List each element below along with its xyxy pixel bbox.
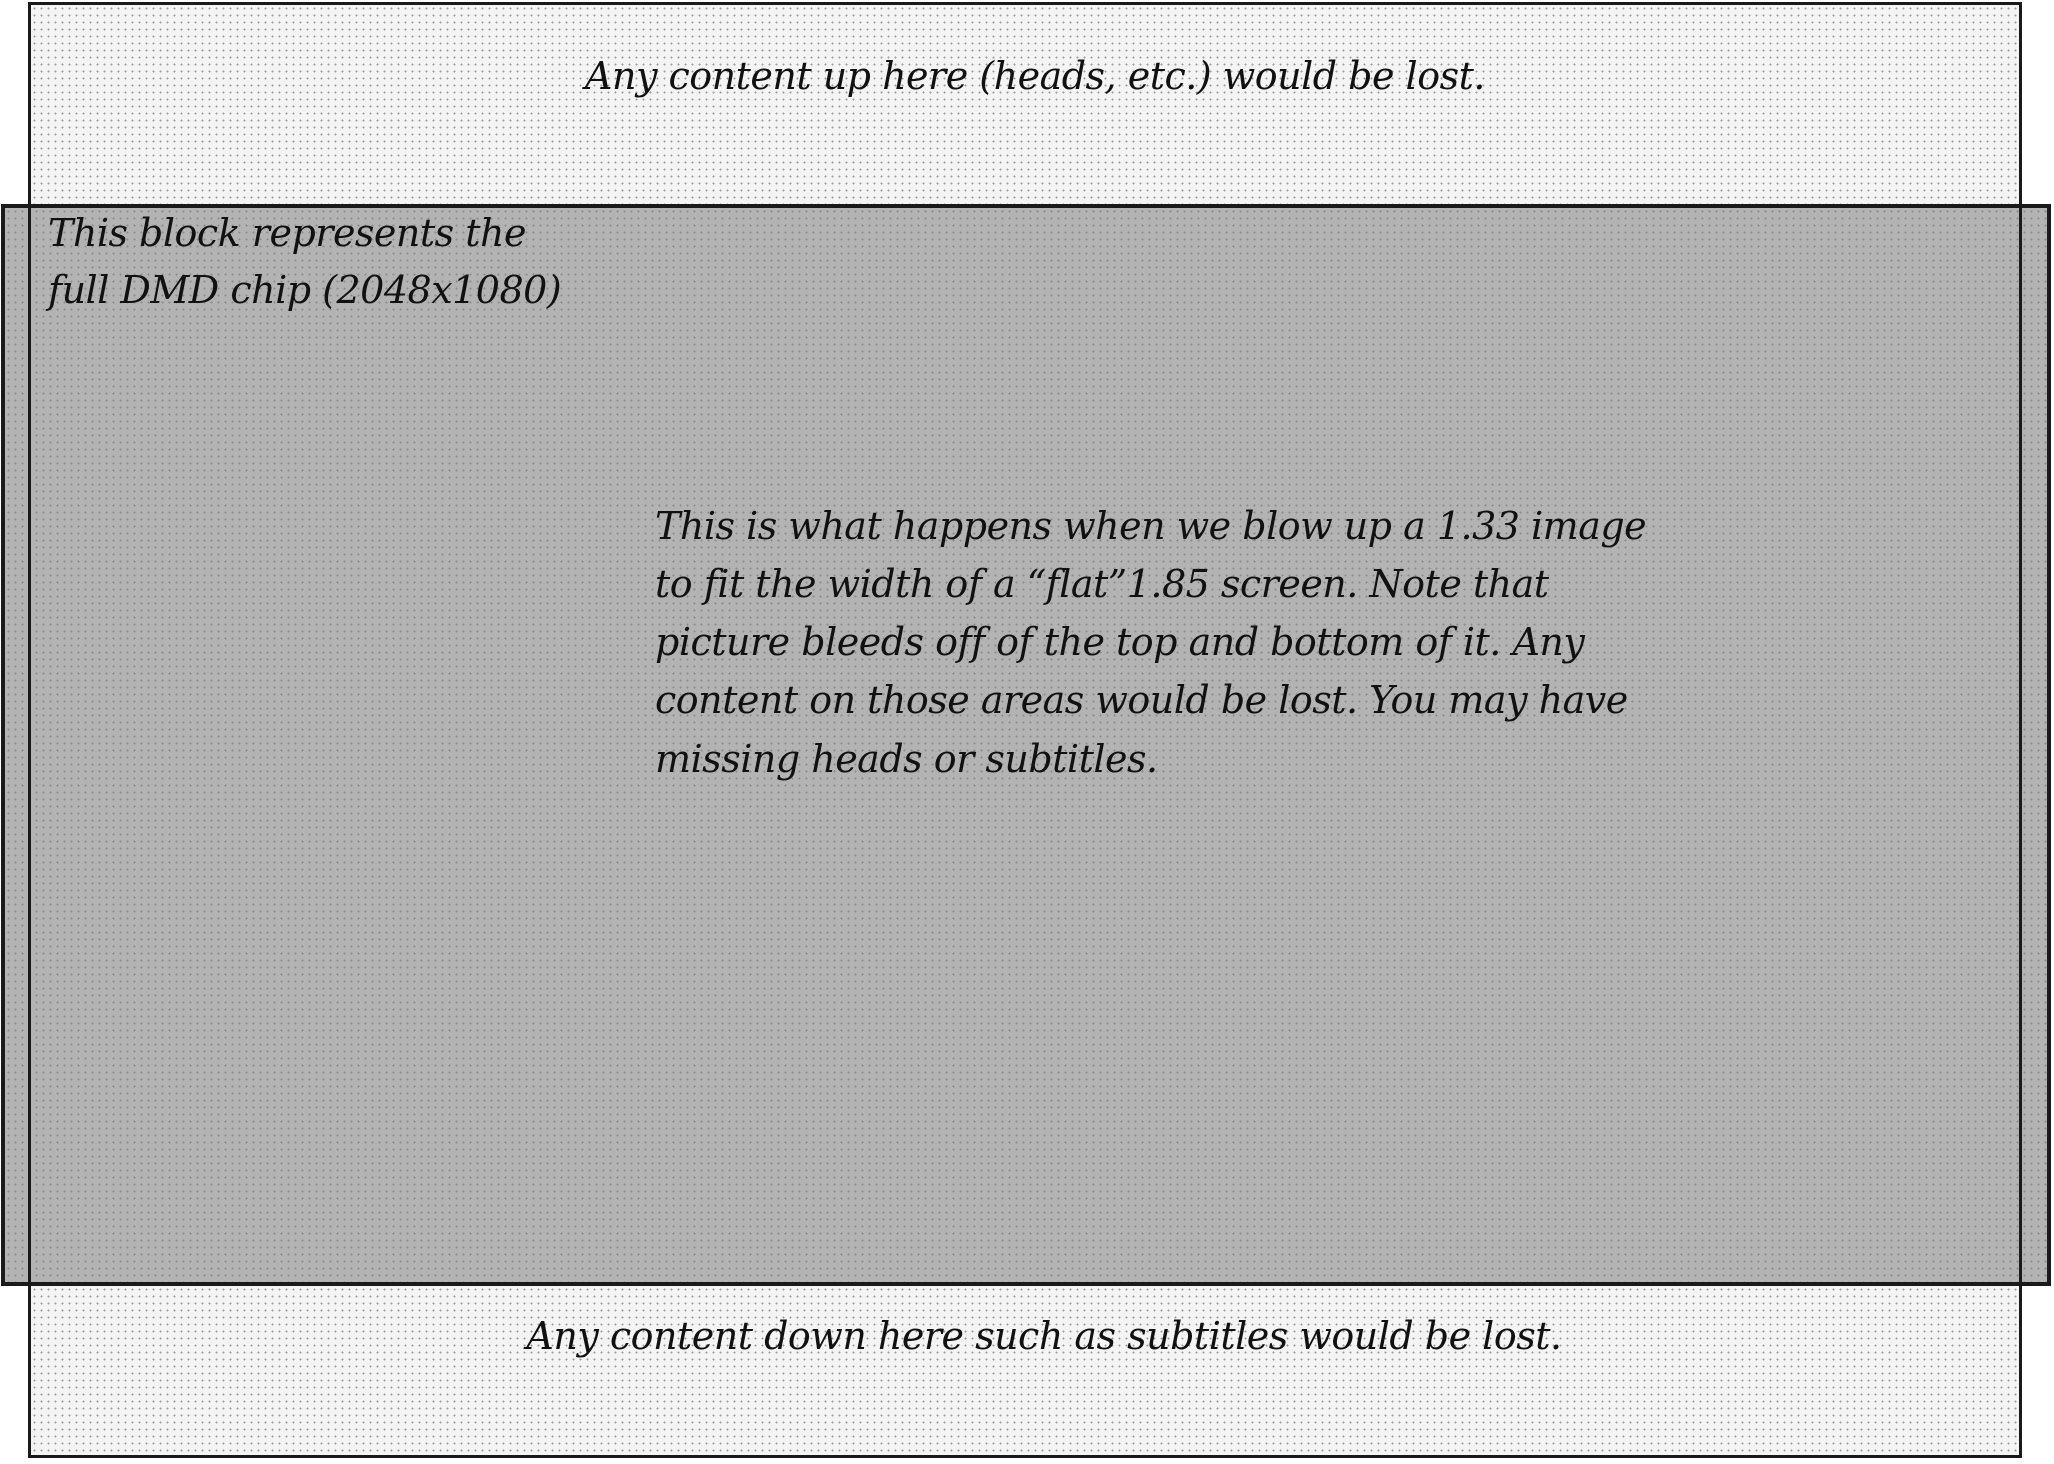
bottom-lost-area-note: Any content down here such as subtitles would be lost.: [526, 1314, 1562, 1358]
explanation-text: [655, 497, 1646, 788]
dmd-chip-label-line: This block represents the: [48, 211, 526, 255]
explanation-line: content on those areas would be lost. You may have: [655, 678, 1628, 723]
top-lost-area-note: Any content up here (heads, etc.) would be lost.: [585, 54, 1485, 98]
dmd-chip-label-line: full DMD chip (2048x1080): [48, 268, 562, 312]
explanation-line: picture bleeds off of the top and bottom of it. Any: [655, 620, 1585, 665]
explanation-line: to fit the width of a “flat”1.85 screen. Note that: [655, 562, 1549, 607]
explanation-line: This is what happens when we blow up a 1.33 image: [655, 504, 1647, 548]
dmd-chip-label: [48, 205, 561, 319]
explanation-line: missing heads or subtitles.: [655, 736, 1158, 781]
